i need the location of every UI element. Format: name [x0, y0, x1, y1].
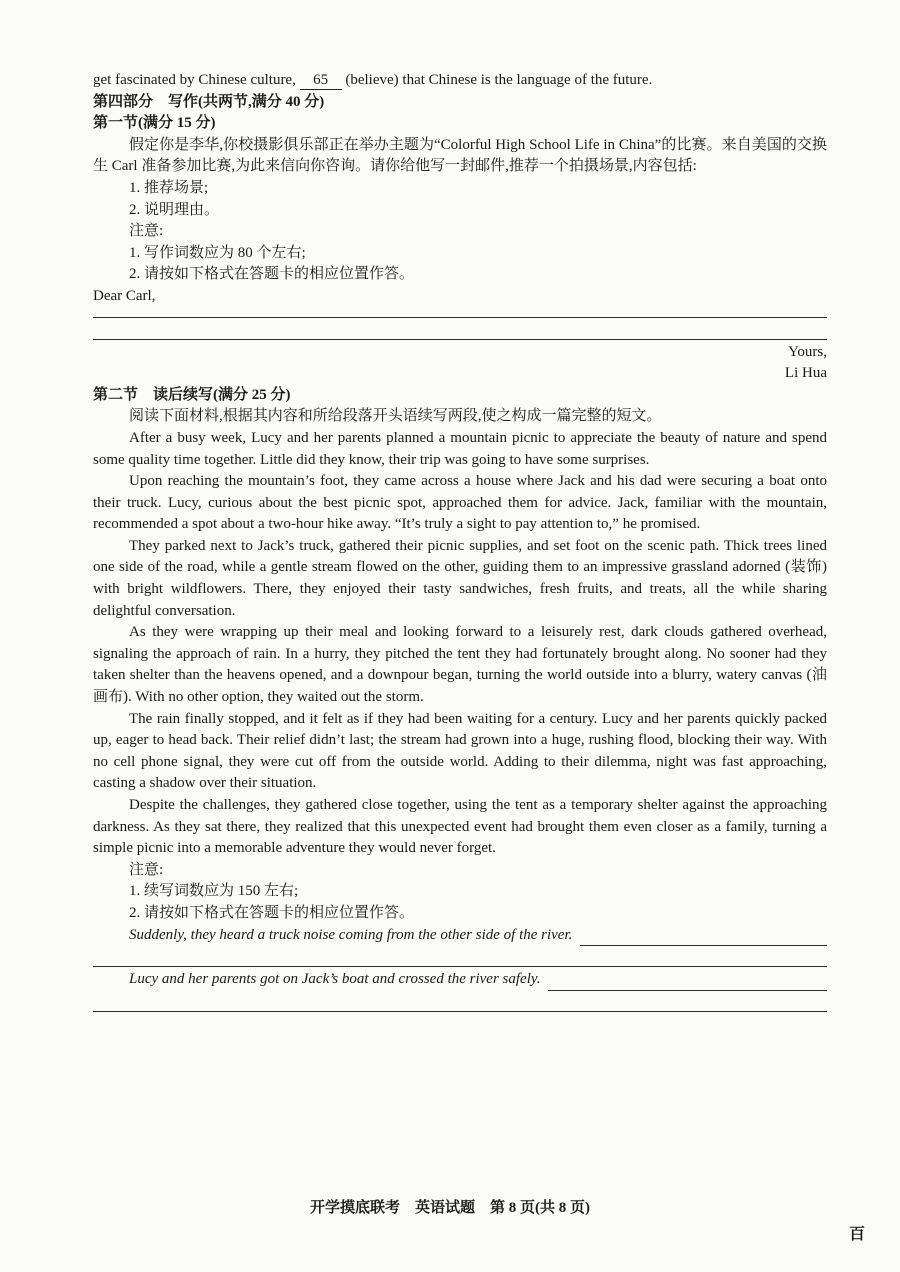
answer-line-2 — [93, 339, 827, 340]
continuation-prompt-1 — [93, 925, 827, 947]
part4-heading: 第四部分 写作(共两节,满分 40 分) — [93, 93, 325, 110]
section2-heading: 第二节 读后续写(满分 25 分) — [93, 386, 291, 403]
letter-signature: Li Hua — [784, 365, 827, 382]
story-paragraph-6: Despite the challenges, they gathered close together, using the tent as a temporary shelter against the approaching darkness. As they sat there, they realized that this unexpected event had brought them even closer as a family, turning a simple picnic into a memorable adventure they would never forget. — [93, 797, 827, 857]
story-paragraph-1: After a busy week, Lucy and her parents planned a mountain picnic to appreciate the beauty of nature and spend some quality time together. Little did they know, their trip was going to have some surprises. — [93, 429, 827, 468]
question-65-line — [93, 70, 827, 92]
continuation-prompt-2 — [93, 969, 827, 991]
continuation-blank-2 — [548, 974, 827, 991]
section1-heading: 第一节(满分 15 分) — [93, 115, 216, 132]
story-paragraph-5: The rain finally stopped, and it felt as if they had been waiting for a century. Lucy and her parents quickly packed up, eager to head back. Their relief didn’t last; the stream had grown into a huge, rushing flood, blocking their way. With no cell phone signal, they were cut off from the outside world. Adding to their dilemma, night was fast approaching, casting a shadow over their situation. — [93, 710, 827, 792]
section1-item-2: 2. 说明理由。 — [129, 201, 220, 218]
q65-text-before: get fascinated by Chinese culture, — [93, 72, 296, 88]
section2-note-2: 2. 请按如下格式在答题卡的相应位置作答。 — [129, 904, 415, 921]
section2-note-1: 1. 续写词数应为 150 左右; — [129, 883, 299, 900]
section2-instruction: 阅读下面材料,根据其内容和所给段落开头语续写两段,使之构成一篇完整的短文。 — [129, 408, 662, 425]
story-paragraph-3: They parked next to Jack’s truck, gathered their picnic supplies, and set foot on the scenic path. Thick trees lined one side of the road, while a gentle stream flowed on the other, guiding them to an impressive grassland adorned (装饰) with bright wildflowers. There, they enjoyed their tasty sandwiches, fresh fruits, and treats, all the while sharing delightful conversation. — [93, 537, 827, 619]
story-paragraph-2: Upon reaching the mountain’s foot, they came across a house where Jack and his dad were securing a boat onto their truck. Lucy, curious about the best picnic spot, approached them for advice. Jack, familiar with the mountain, recommended a spot about a two-hour hike away. “It’s truly a sight to pay attention to,” he promised. — [93, 473, 827, 533]
section2-note-label: 注意: — [129, 861, 164, 878]
letter-closing: Yours, — [788, 343, 827, 360]
salutation: Dear Carl, — [93, 287, 156, 304]
continuation-opening-1: Suddenly, they heard a truck noise coming from the other side of the river. — [129, 926, 573, 943]
section1-note-1: 1. 写作词数应为 80 个左右; — [129, 244, 306, 261]
continuation-line-2 — [93, 1011, 827, 1012]
page-footer: 开学摸底联考 英语试题 第 8 页(共 8 页) — [310, 1200, 590, 1216]
continuation-blank-1 — [580, 929, 827, 946]
section1-note-2: 2. 请按如下格式在答题卡的相应位置作答。 — [129, 266, 415, 283]
exam-page — [93, 70, 827, 1012]
answer-line-1 — [93, 317, 827, 318]
corner-mark: 百 — [849, 1226, 866, 1243]
continuation-opening-2: Lucy and her parents got on Jack’s boat and crossed the river safely. — [129, 971, 541, 988]
q65-text-after: (believe) that Chinese is the language of the future. — [345, 72, 653, 88]
continuation-line-1 — [93, 966, 827, 967]
q65-blank: 65 — [300, 72, 342, 90]
section1-prompt: 假定你是李华,你校摄影俱乐部正在举办主题为“Colorful High School Life in China”的比赛。来自美国的交换生 Carl 准备参加比赛,为此来信向你咨询。请你给他写一封邮件,推荐一个拍摄场景,内容包括: — [93, 136, 827, 175]
section1-note-label: 注意: — [129, 223, 164, 240]
section1-item-1: 1. 推荐场景; — [129, 179, 209, 196]
story-paragraph-4: As they were wrapping up their meal and looking forward to a leisurely rest, dark clouds gathered overhead, signaling the approach of rain. In a hurry, they pitched the tent they had fortunately brought along. No sooner had they taken shelter than the heavens opened, and a downpour began, turning the world outside into a blurry, watery canvas (油画布). With no other option, they waited out the storm. — [93, 624, 827, 706]
